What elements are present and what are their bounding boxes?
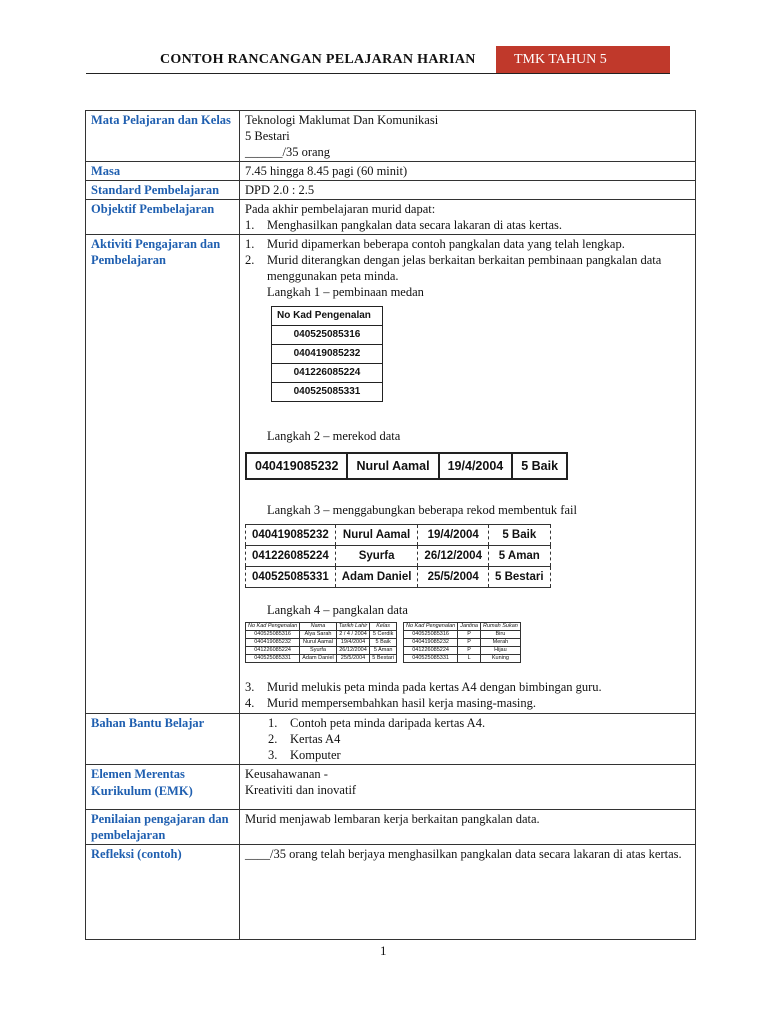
student-count: ______/35 orang	[245, 145, 331, 159]
row-standard	[86, 181, 696, 200]
list-item: 1. Murid dipamerkan beberapa contoh pangkalan data yang telah lengkap.	[245, 237, 625, 251]
file-cell: Syurfa	[335, 546, 418, 567]
db-cell: 5 Aman	[370, 647, 397, 655]
step-2-caption: Langkah 2 – merekod data	[267, 429, 401, 443]
db-cell: Adam Daniel	[300, 655, 337, 663]
db-header: No Kad Pengenalan	[246, 623, 300, 631]
row-refleksi	[86, 845, 696, 940]
standard-value: DPD 2.0 : 2.5	[240, 181, 696, 200]
record-image	[245, 452, 568, 480]
row-masa	[86, 162, 696, 181]
list-item: 3. Murid melukis peta minda pada kertas A4 dengan bimbingan guru.	[245, 680, 602, 694]
db-cell: 5 Cerdik	[370, 631, 397, 639]
db-cell: P	[458, 647, 481, 655]
db-cell: 040525085331	[246, 655, 300, 663]
field-cell: 040419085232	[272, 345, 383, 364]
file-cell: 5 Bestari	[488, 567, 550, 588]
db-cell: 19/4/2004	[336, 639, 370, 647]
row-aktiviti	[86, 235, 696, 714]
db-header: No Kad Pengenalan	[404, 623, 458, 631]
row-label: Masa	[86, 162, 240, 181]
db-cell: 040419085232	[246, 639, 300, 647]
db-cell: Hijau	[480, 647, 520, 655]
row-objektif	[86, 200, 696, 235]
db-cell: Kuning	[480, 655, 520, 663]
database-image	[245, 622, 690, 663]
db-cell: 041226085224	[246, 647, 300, 655]
db-header: Tarikh Lahir	[336, 623, 370, 631]
row-emk	[86, 765, 696, 810]
db-cell: Alya Sarah	[300, 631, 337, 639]
db-cell: Syurfa	[300, 647, 337, 655]
db-cell: 040525085331	[404, 655, 458, 663]
step-4-caption: Langkah 4 – pangkalan data	[267, 603, 408, 617]
field-cell: 040525085331	[272, 383, 383, 402]
db-cell: Nurul Aamal	[300, 639, 337, 647]
database-right-table	[403, 622, 521, 663]
emk-line: Keusahawanan -	[245, 767, 328, 781]
db-cell: L	[458, 655, 481, 663]
row-penilaian	[86, 810, 696, 845]
db-header: Jantina	[458, 623, 481, 631]
db-cell: 2 / 4 / 2004	[336, 631, 370, 639]
subject-name: Teknologi Maklumat Dan Komunikasi	[245, 113, 439, 127]
lesson-plan-table	[85, 110, 696, 940]
db-cell: 25/5/2004	[336, 655, 370, 663]
assessment-value: Murid menjawab lembaran kerja berkaitan pangkalan data.	[240, 810, 696, 845]
page-number: 1	[380, 943, 387, 958]
objective-intro: Pada akhir pembelajaran murid dapat:	[245, 202, 436, 216]
row-label: Objektif Pembelajaran	[86, 200, 240, 235]
field-cell: 040525085316	[272, 326, 383, 345]
list-item: 1. Contoh peta minda daripada kertas A4.	[268, 716, 486, 730]
file-cell: 040525085331	[246, 567, 336, 588]
row-bahan	[86, 714, 696, 765]
db-cell: P	[458, 631, 481, 639]
row-label: Elemen Merentas Kurikulum (EMK)	[86, 765, 240, 810]
file-cell: 040419085232	[246, 525, 336, 546]
reflection-value: ____/35 orang telah berjaya menghasilkan pangkalan data secara lakaran di atas kertas.	[240, 845, 696, 940]
db-cell: 040419085232	[404, 639, 458, 647]
file-image	[245, 524, 551, 588]
subject-badge: TMK TAHUN 5	[496, 46, 670, 73]
db-header: Rumah Sukan	[480, 623, 520, 631]
row-label: Penilaian pengajaran dan pembelajaran	[86, 810, 240, 845]
file-cell: 5 Aman	[488, 546, 550, 567]
row-label: Bahan Bantu Belajar	[86, 714, 240, 765]
db-header: Nama	[300, 623, 337, 631]
database-left-table	[245, 622, 397, 663]
file-cell: Adam Daniel	[335, 567, 418, 588]
file-cell: 5 Baik	[488, 525, 550, 546]
db-cell: 040525085316	[404, 631, 458, 639]
document-title: CONTOH RANCANGAN PELAJARAN HARIAN	[160, 52, 476, 67]
time-value: 7.45 hingga 8.45 pagi (60 minit)	[240, 162, 696, 181]
row-label: Standard Pembelajaran	[86, 181, 240, 200]
list-item: 2. Kertas A4	[268, 732, 341, 746]
db-cell: Merah	[480, 639, 520, 647]
db-header: Kelas	[370, 623, 397, 631]
db-cell: P	[458, 639, 481, 647]
record-cell: 040419085232	[246, 453, 347, 479]
step-1-caption: Langkah 1 – pembinaan medan	[267, 285, 424, 299]
row-label: Mata Pelajaran dan Kelas	[86, 111, 240, 162]
row-label: Aktiviti Pengajaran dan Pembelajaran	[86, 235, 240, 714]
list-item: 4. Murid mempersembahkan hasil kerja masing-masing.	[245, 696, 537, 710]
step-3-caption: Langkah 3 – menggabungkan beberapa rekod membentuk fail	[267, 503, 577, 517]
file-cell: 19/4/2004	[418, 525, 489, 546]
record-cell: 19/4/2004	[439, 453, 513, 479]
row-mata-pelajaran	[86, 111, 696, 162]
list-item: 1. Menghasilkan pangkalan data secara lakaran di atas kertas.	[245, 218, 563, 232]
db-cell: 5 Bestari	[370, 655, 397, 663]
list-item: 3. Komputer	[268, 748, 341, 762]
db-cell: 041226085224	[404, 647, 458, 655]
file-cell: 25/5/2004	[418, 567, 489, 588]
header-divider	[86, 73, 670, 74]
emk-line: Kreativiti dan inovatif	[245, 783, 357, 797]
record-cell: 5 Baik	[512, 453, 567, 479]
db-cell: 26/12/2004	[336, 647, 370, 655]
field-cell: 041226085224	[272, 364, 383, 383]
file-cell: 26/12/2004	[418, 546, 489, 567]
db-cell: 5 Baik	[370, 639, 397, 647]
row-label: Refleksi (contoh)	[86, 845, 240, 940]
db-cell: 040525085316	[246, 631, 300, 639]
class-name: 5 Bestari	[245, 129, 290, 143]
record-cell: Nurul Aamal	[347, 453, 438, 479]
list-item: 2. Murid diterangkan dengan jelas berkaitan berkaitan pembinaan pangkalan data menggunakan peta minda.	[245, 253, 662, 283]
field-table-image	[271, 306, 383, 402]
field-header: No Kad Pengenalan	[272, 307, 383, 326]
db-cell: Biru	[480, 631, 520, 639]
file-cell: Nurul Aamal	[335, 525, 418, 546]
file-cell: 041226085224	[246, 546, 336, 567]
